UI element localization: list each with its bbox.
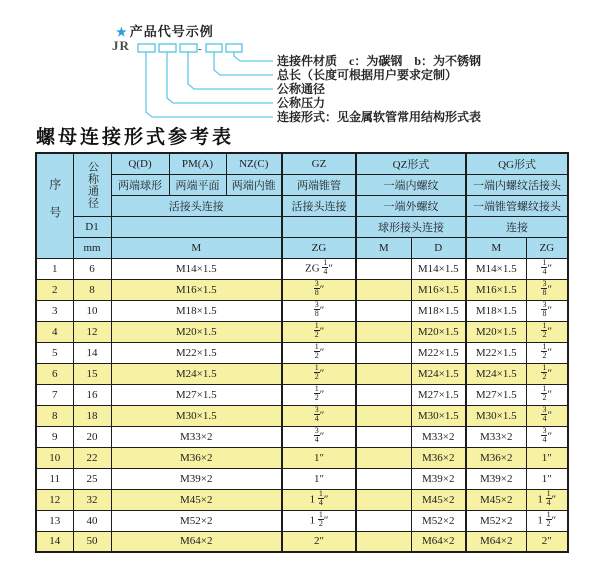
cell-qg_zg: $\frac{1}{2}$ ″: [526, 363, 568, 384]
cell-qz_m: [356, 384, 411, 405]
cell-qg_zg: 1 $\frac{1}{2}$ ″: [526, 510, 568, 531]
header-q-desc: 两端球形: [111, 174, 169, 195]
cell-qg_zg: $\frac{3}{4}$ ″: [526, 426, 568, 447]
callout-line: [146, 52, 273, 117]
col-header-q: Q(D): [111, 153, 169, 174]
cell-m: M14×1.5: [111, 258, 282, 279]
header-gz-connection: 活接头连接: [282, 195, 356, 216]
cell-qz_d: M14×1.5: [411, 258, 466, 279]
table-row: [36, 468, 568, 489]
header-d1: D1: [73, 216, 111, 237]
cell-dn: 6: [73, 258, 111, 279]
cell-qg_m: M18×1.5: [466, 300, 526, 321]
cell-m: M39×2: [111, 468, 282, 489]
cell-m: M27×1.5: [111, 384, 282, 405]
header-qz-desc1: 一端内螺纹: [356, 174, 466, 195]
cell-qz_m: [356, 300, 411, 321]
cell-zg: 1″: [282, 447, 356, 468]
cell-qz_d: M52×2: [411, 510, 466, 531]
nut-connection-table-wrap: [35, 152, 569, 553]
cell-qg_zg: $\frac{1}{2}$ ″: [526, 384, 568, 405]
cell-qz_m: [356, 279, 411, 300]
header-qz-connection: 球形接头连接: [356, 216, 466, 237]
header-qg-connection: 连接: [466, 216, 568, 237]
cell-qg_zg: $\frac{3}{8}$ ″: [526, 279, 568, 300]
cell-m: M33×2: [111, 426, 282, 447]
table-row: [36, 489, 568, 510]
table-row: [36, 279, 568, 300]
cell-m: M16×1.5: [111, 279, 282, 300]
table-row: [36, 510, 568, 531]
legend-pressure: 公称压力: [277, 96, 326, 110]
code-separator: -: [198, 43, 202, 55]
cell-dn: 10: [73, 300, 111, 321]
cell-seq: 3: [36, 300, 73, 321]
cell-dn: 20: [73, 426, 111, 447]
cell-qg_m: M64×2: [466, 531, 526, 552]
cell-qz_d: M16×1.5: [411, 279, 466, 300]
legend-connection: 连接形式：见金属软管常用结构形式表: [277, 110, 482, 124]
cell-qz_d: M20×1.5: [411, 321, 466, 342]
cell-qg_m: M33×2: [466, 426, 526, 447]
table-row: [36, 531, 568, 552]
table-row: [36, 321, 568, 342]
cell-zg: $\frac{3}{4}$ ″: [282, 405, 356, 426]
cell-m: M36×2: [111, 447, 282, 468]
cell-zg: 1 $\frac{1}{4}$ ″: [282, 489, 356, 510]
cell-zg: ZG $\frac{1}{4}$ ″: [282, 258, 356, 279]
cell-qg_zg: 1 $\frac{1}{4}$ ″: [526, 489, 568, 510]
cell-zg: $\frac{1}{2}$ ″: [282, 363, 356, 384]
cell-qg_m: M52×2: [466, 510, 526, 531]
cell-qg_m: M24×1.5: [466, 363, 526, 384]
col-header-seq-text: 序号: [47, 177, 62, 234]
table-body: [36, 258, 568, 552]
col-header-pm: PM(A): [169, 153, 226, 174]
cell-qg_m: M30×1.5: [466, 405, 526, 426]
cell-m: M52×2: [111, 510, 282, 531]
header-qz-desc2: 一端外螺纹: [356, 195, 466, 216]
cell-qz_m: [356, 258, 411, 279]
cell-m: M64×2: [111, 531, 282, 552]
header-mm: mm: [73, 237, 111, 258]
cell-qz_d: M24×1.5: [411, 363, 466, 384]
cell-qg_zg: 1″: [526, 447, 568, 468]
cell-seq: 14: [36, 531, 73, 552]
cell-qg_zg: $\frac{1}{2}$ ″: [526, 321, 568, 342]
header-zg-label: ZG: [282, 237, 356, 258]
header-qg-desc2: 一端锥管螺纹接头: [466, 195, 568, 216]
cell-qz_d: M45×2: [411, 489, 466, 510]
cell-qz_d: M39×2: [411, 468, 466, 489]
code-box: [180, 44, 197, 52]
cell-dn: 22: [73, 447, 111, 468]
cell-dn: 15: [73, 363, 111, 384]
cell-dn: 40: [73, 510, 111, 531]
header-nz-desc: 两端内锥: [226, 174, 282, 195]
cell-zg: 2″: [282, 531, 356, 552]
header-qz-d-label: D: [411, 237, 466, 258]
cell-seq: 2: [36, 279, 73, 300]
col-header-nz: NZ(C): [226, 153, 282, 174]
cell-qz_d: M36×2: [411, 447, 466, 468]
cell-qz_m: [356, 405, 411, 426]
legend-length: 总长（长度可根据用户要求定制）: [277, 68, 458, 82]
code-legend: [277, 54, 481, 124]
cell-qg_m: M20×1.5: [466, 321, 526, 342]
cell-seq: 10: [36, 447, 73, 468]
cell-dn: 25: [73, 468, 111, 489]
cell-m: M22×1.5: [111, 342, 282, 363]
cell-qz_m: [356, 321, 411, 342]
cell-zg: $\frac{3}{8}$ ″: [282, 279, 356, 300]
header-m-label: M: [111, 237, 282, 258]
code-box: [206, 44, 222, 52]
cell-seq: 13: [36, 510, 73, 531]
col-header-qz: QZ形式: [356, 153, 466, 174]
cell-m: M18×1.5: [111, 300, 282, 321]
legend-diameter: 公称通径: [277, 82, 326, 96]
cell-qg_m: M27×1.5: [466, 384, 526, 405]
cell-m: M24×1.5: [111, 363, 282, 384]
cell-qz_d: M18×1.5: [411, 300, 466, 321]
cell-qg_zg: $\frac{3}{8}$ ″: [526, 300, 568, 321]
callout-line: [188, 52, 273, 89]
cell-seq: 11: [36, 468, 73, 489]
code-box: [159, 44, 176, 52]
cell-qz_d: M22×1.5: [411, 342, 466, 363]
code-prefix: JR: [112, 38, 130, 53]
col-header-qg: QG形式: [466, 153, 568, 174]
header-qg-desc1: 一端内螺纹活接头: [466, 174, 568, 195]
table-row: [36, 384, 568, 405]
cell-dn: 32: [73, 489, 111, 510]
cell-zg: $\frac{3}{4}$ ″: [282, 426, 356, 447]
cell-zg: $\frac{1}{2}$ ″: [282, 321, 356, 342]
code-box: [226, 44, 242, 52]
cell-seq: 4: [36, 321, 73, 342]
cell-qz_m: [356, 510, 411, 531]
cell-qz_m: [356, 363, 411, 384]
star-icon: ★: [116, 25, 128, 39]
table-row: [36, 342, 568, 363]
header-gz-desc: 两端锥管: [282, 174, 356, 195]
cell-seq: 9: [36, 426, 73, 447]
header-qg-zg-label: ZG: [526, 237, 568, 258]
cell-dn: 16: [73, 384, 111, 405]
cell-qz_d: M33×2: [411, 426, 466, 447]
callout-line: [234, 52, 273, 61]
cell-seq: 5: [36, 342, 73, 363]
cell-m: M45×2: [111, 489, 282, 510]
cell-qg_m: M45×2: [466, 489, 526, 510]
cell-zg: $\frac{1}{2}$ ″: [282, 342, 356, 363]
cell-dn: 50: [73, 531, 111, 552]
cell-qz_d: M27×1.5: [411, 384, 466, 405]
header-qg-m-label: M: [466, 237, 526, 258]
col-header-gz: GZ: [282, 153, 356, 174]
cell-zg: $\frac{3}{8}$ ″: [282, 300, 356, 321]
cell-qg_m: M39×2: [466, 468, 526, 489]
cell-qz_m: [356, 489, 411, 510]
cell-qz_d: M64×2: [411, 531, 466, 552]
code-box: [138, 44, 155, 52]
cell-qg_m: M16×1.5: [466, 279, 526, 300]
cell-qg_m: M36×2: [466, 447, 526, 468]
col-header-seq: [36, 153, 73, 258]
cell-qg_zg: $\frac{1}{2}$ ″: [526, 342, 568, 363]
nut-connection-table: [35, 152, 569, 553]
col-header-dn-text: 公称通径: [86, 160, 99, 209]
table-row: [36, 363, 568, 384]
col-header-dn: [73, 153, 111, 216]
legend-material: 连接件材质 c：为碳钢 b：为不锈钢: [277, 54, 482, 68]
cell-qz_m: [356, 468, 411, 489]
cell-qg_m: M14×1.5: [466, 258, 526, 279]
header-empty-mid: [111, 216, 282, 237]
cell-m: M30×1.5: [111, 405, 282, 426]
table-row: [36, 300, 568, 321]
cell-qz_m: [356, 426, 411, 447]
header-qz-m-label: M: [356, 237, 411, 258]
table-row: [36, 447, 568, 468]
cell-dn: 8: [73, 279, 111, 300]
callout-line: [167, 52, 273, 103]
cell-dn: 12: [73, 321, 111, 342]
header-empty-gz: [282, 216, 356, 237]
product-code-heading-text: 产品代号示例: [129, 24, 214, 39]
table-title: 螺母连接形式参考表: [36, 126, 235, 148]
header-pm-desc: 两端平面: [169, 174, 226, 195]
cell-qg_m: M22×1.5: [466, 342, 526, 363]
table-head: [36, 153, 568, 258]
cell-zg: 1 $\frac{1}{2}$ ″: [282, 510, 356, 531]
cell-qz_d: M30×1.5: [411, 405, 466, 426]
cell-seq: 7: [36, 384, 73, 405]
cell-qg_zg: $\frac{3}{4}$ ″: [526, 405, 568, 426]
table-row: [36, 426, 568, 447]
cell-zg: 1″: [282, 468, 356, 489]
cell-qz_m: [356, 342, 411, 363]
cell-seq: 8: [36, 405, 73, 426]
cell-qz_m: [356, 531, 411, 552]
cell-qg_zg: 1″: [526, 468, 568, 489]
cell-seq: 6: [36, 363, 73, 384]
table-row: [36, 258, 568, 279]
cell-qg_zg: 2″: [526, 531, 568, 552]
cell-qg_zg: $\frac{1}{4}$ ″: [526, 258, 568, 279]
table-row: [36, 405, 568, 426]
cell-qz_m: [356, 447, 411, 468]
header-union-connection: 活接头连接: [111, 195, 282, 216]
cell-dn: 18: [73, 405, 111, 426]
cell-zg: $\frac{1}{2}$ ″: [282, 384, 356, 405]
cell-dn: 14: [73, 342, 111, 363]
callout-line: [214, 52, 273, 75]
cell-seq: 1: [36, 258, 73, 279]
cell-seq: 12: [36, 489, 73, 510]
cell-m: M20×1.5: [111, 321, 282, 342]
